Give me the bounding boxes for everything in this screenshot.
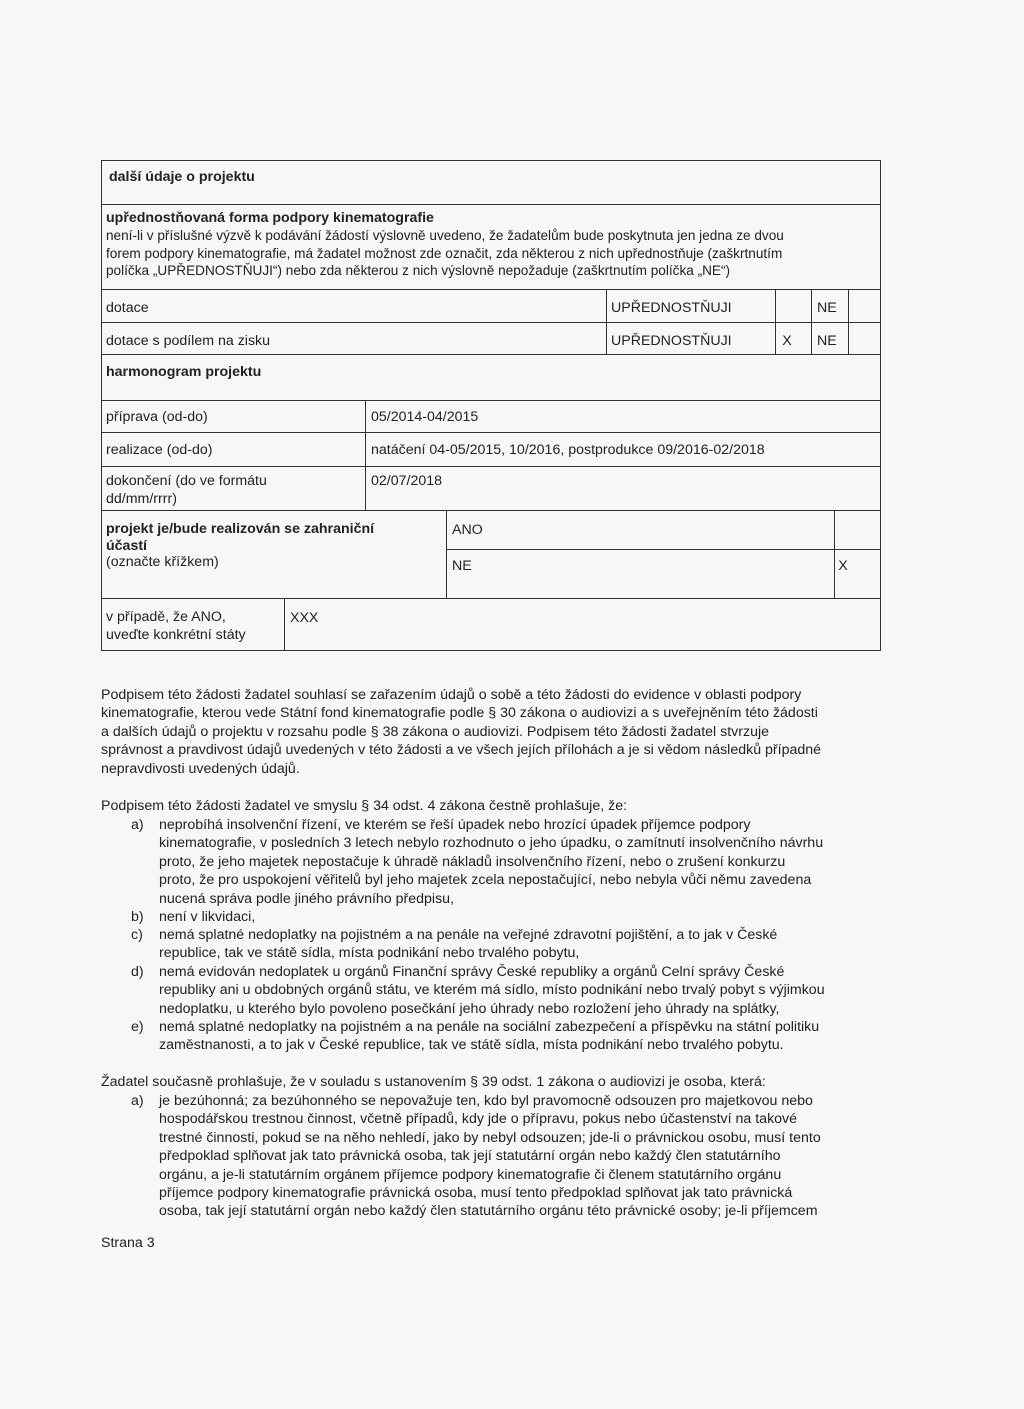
- prefer-checkbox[interactable]: [776, 299, 811, 317]
- ne-option-label: NE: [452, 558, 472, 574]
- consent-paragraph: Podpisem této žádosti žadatel souhlasí se zařazením údajů o sobě a této žádosti do evidence v oblasti podpory kinematografie, kterou vede Státní fond kinematografie podle § 30 zákona o audiovizi a s uveřejněním této žádosti a dalších údajů o projektu v rozsahu podle § 38 zákona o audiovizi. Podpisem této žádosti žadatel stvrzuje správnost a pravdivost údajů uvedených v této žádosti a ve všech jejích přílohách a je si vědom následků případné nepravdivosti uvedených údajů.: [101, 687, 822, 777]
- ne-checkbox-label: NE: [817, 300, 837, 316]
- ne-checkbox[interactable]: X: [838, 558, 848, 574]
- ano-option-label: ANO: [452, 522, 483, 538]
- support-option-label: dotace: [106, 300, 149, 316]
- support-form-heading: upřednostňovaná forma podpory kinematografie: [106, 210, 434, 226]
- foreign-participation-heading: projekt je/bude realizován se zahraniční účastí (označte křížkem): [106, 521, 375, 570]
- schedule-label: dokončení (do ve formátu dd/mm/rrrr): [106, 473, 267, 507]
- schedule-value[interactable]: 05/2014-04/2015: [371, 409, 479, 425]
- schedule-value[interactable]: 02/07/2018: [371, 473, 443, 489]
- declaration-intro: Žadatel současně prohlašuje, že v souladu s ustanovením § 39 odst. 1 zákona o audiovizi je osoba, která:: [101, 1074, 766, 1090]
- countries-label: v případě, že ANO, uveďte konkrétní státy: [106, 609, 246, 643]
- declaration-intro: Podpisem této žádosti žadatel ve smyslu § 34 odst. 4 zákona čestně prohlašuje, že:: [101, 798, 628, 814]
- prefer-checkbox[interactable]: X: [782, 333, 792, 349]
- schedule-label: příprava (od-do): [106, 409, 208, 425]
- section-title: další údaje o projektu: [109, 169, 255, 185]
- schedule-value[interactable]: natáčení 04-05/2015, 10/2016, postprodukce 09/2016-02/2018: [371, 442, 765, 458]
- prefer-checkbox-label: UPŘEDNOSTŇUJI: [611, 333, 732, 349]
- ano-checkbox[interactable]: [835, 521, 880, 539]
- ne-checkbox[interactable]: [849, 332, 879, 350]
- page-number: Strana 3: [101, 1235, 155, 1251]
- schedule-heading: harmonogram projektu: [106, 364, 262, 380]
- support-form-description: není-li v příslušné výzvě k podávání žádostí výslovně uvedeno, že žadatelům bude poskytnuta jen jedna ze dvou forem podpory kinematografie, má žadatel možnost zde označit, zda některou z nich upřednostňuje (zaškrtnutím políčka „UPŘEDNOSTŇUJI“) nebo zda některou z nich výslovně nepožaduje (zaškrtnutím políčka „NE“): [106, 228, 784, 278]
- prefer-checkbox-label: UPŘEDNOSTŇUJI: [611, 300, 732, 316]
- schedule-label: realizace (od-do): [106, 442, 213, 458]
- ne-checkbox[interactable]: [849, 299, 879, 317]
- support-option-label: dotace s podílem na zisku: [106, 333, 271, 349]
- countries-value[interactable]: XXX: [290, 610, 319, 626]
- ne-checkbox-label: NE: [817, 333, 837, 349]
